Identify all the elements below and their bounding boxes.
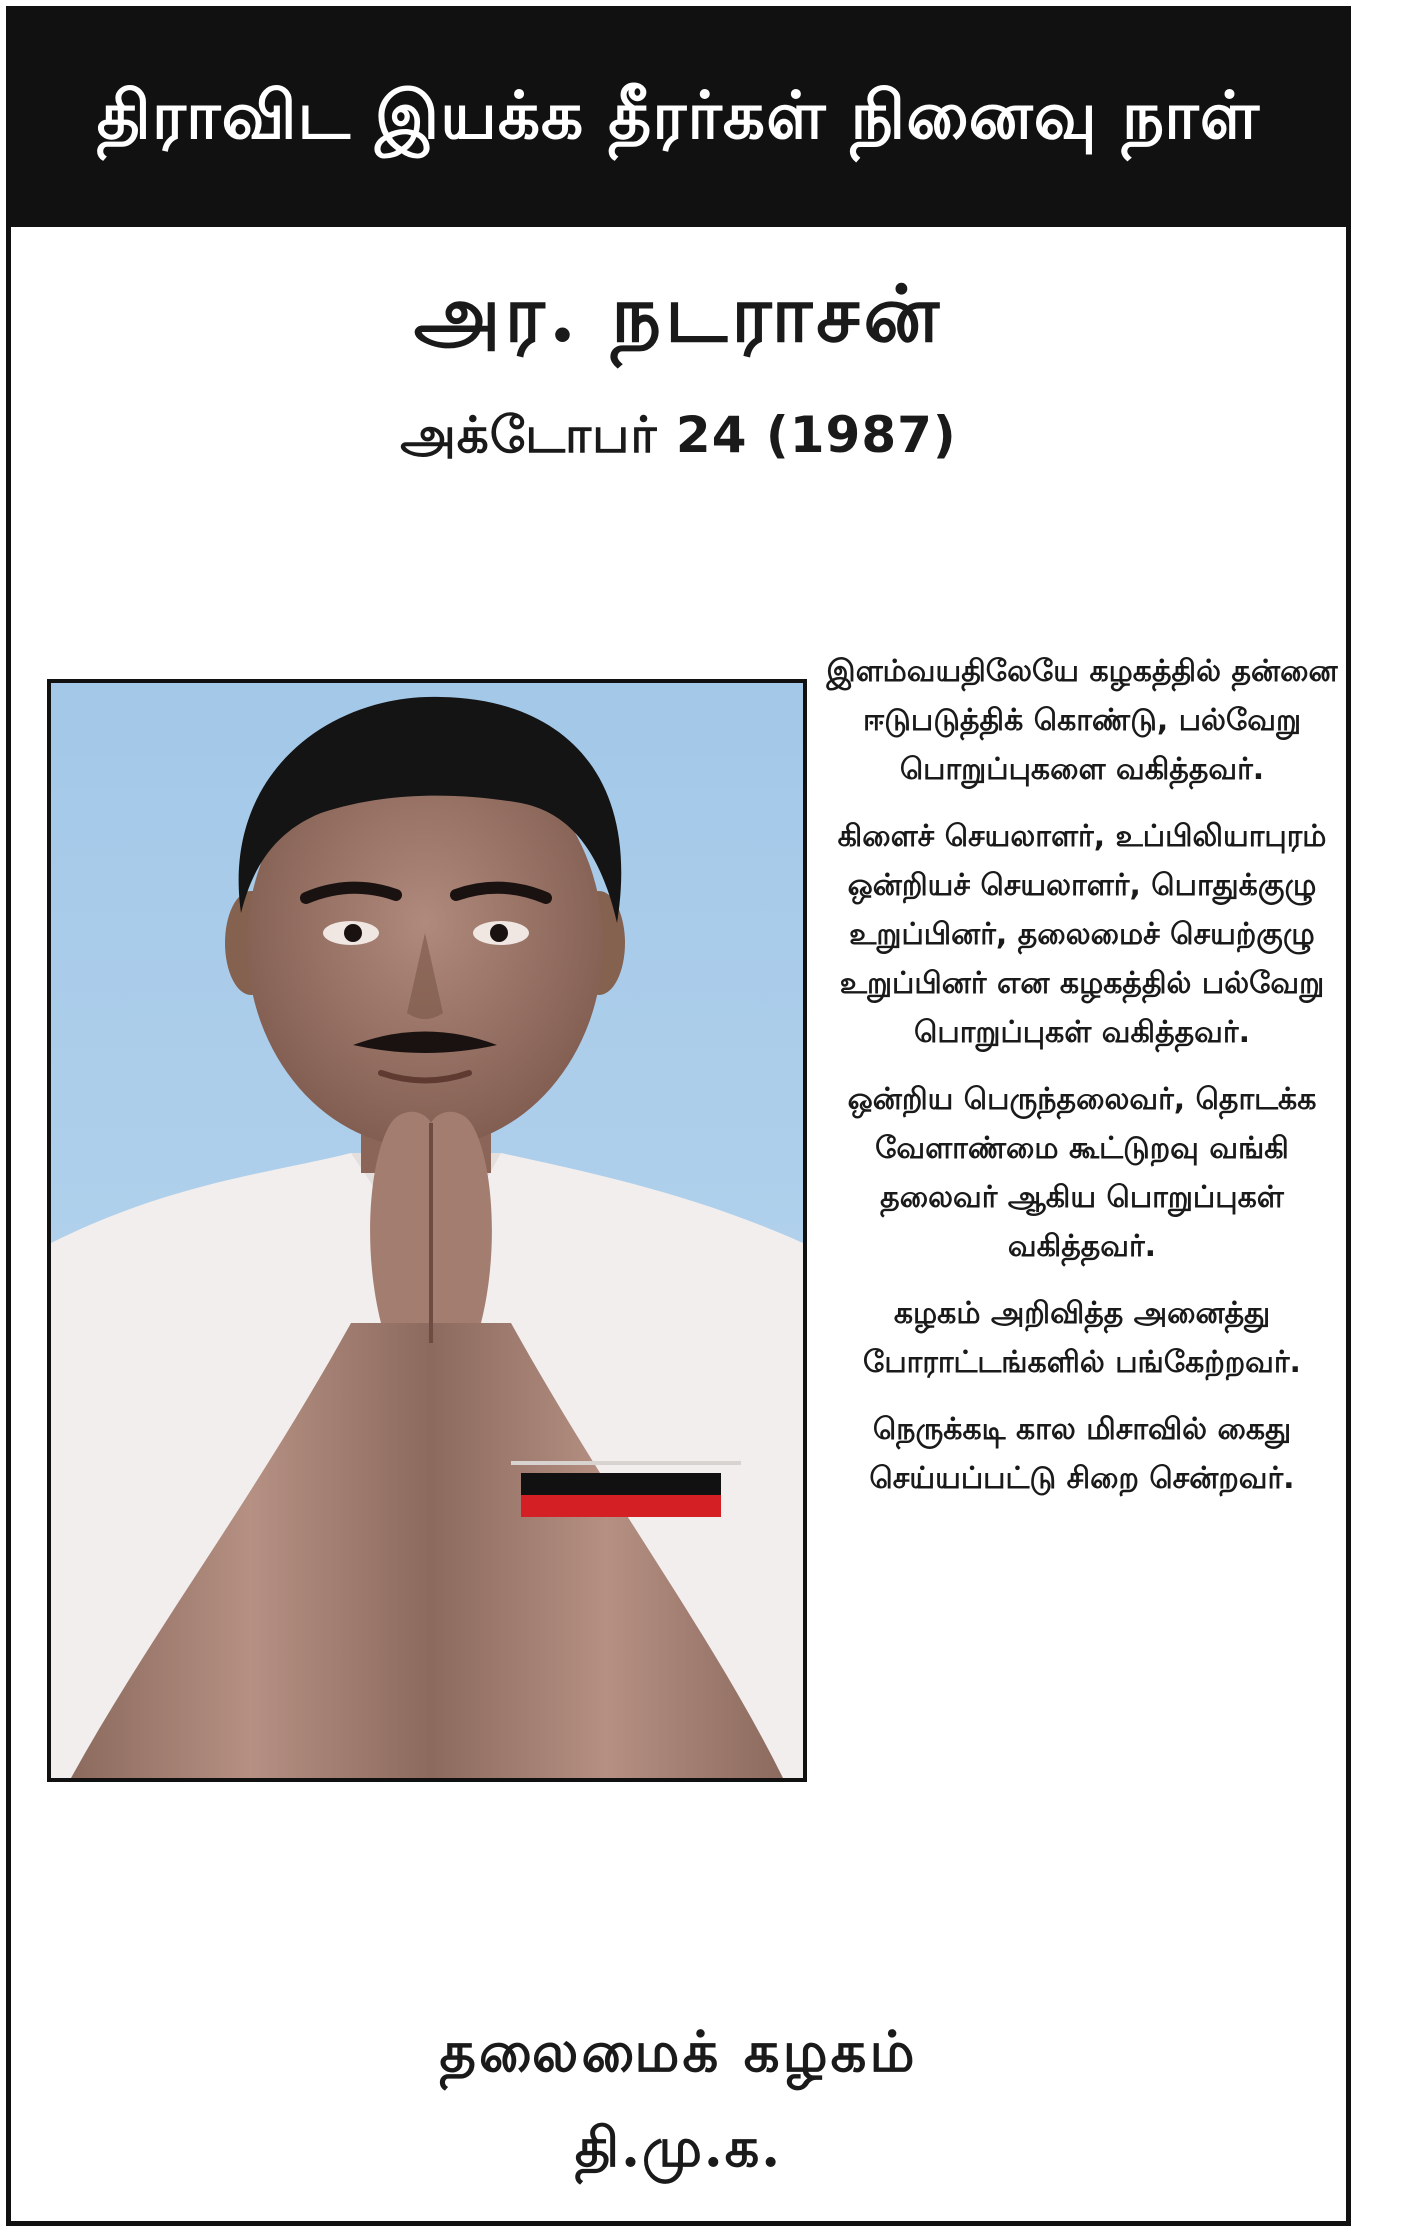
title-banner [11,11,1346,227]
bio-paragraph: நெருக்கடி கால மிசாவில் கைது செய்யப்பட்டு சிறை சென்றவர். [869,1412,1295,1496]
bio-paragraph: கழகம் அறிவித்த அனைத்து போராட்டங்களில் பங்கேற்றவர். [863,1296,1301,1380]
memorial-date: அக்டோபர் 24 (1987) [400,406,957,464]
portrait-illustration [51,683,803,1778]
memorial-poster [6,6,1351,2226]
footer-party-name: தி.மு.க. [574,2115,783,2179]
footer-organization: தலைமைக் கழகம் [439,2019,918,2085]
person-name: அர. நடராசன் [413,269,944,360]
biography [817,647,1347,1521]
portrait-photo-icon [47,679,807,1782]
banner-title: திராவிட இயக்க தீரர்கள் நினைவு நாள் [96,75,1261,154]
bio-paragraph: கிளைச் செயலாளர், உப்பிலியாபுரம் ஒன்றியச் செயலாளர், பொதுக்குழு உறுப்பினர், தலைமைச் செயற்குழு உறுப்பினர் என கழகத்தில் பல்வேறு பொறுப்புகள் வகித்தவர். [837,819,1327,1050]
bio-paragraph: ஒன்றிய பெருந்தலைவர், தொடக்க வேளாண்மை கூட்டுறவு வங்கி தலைவர் ஆகிய பொறுப்புகள் வகித்தவர். [847,1082,1317,1264]
bio-paragraph: இளம்வயதிலேயே கழகத்தில் தன்னை ஈடுபடுத்திக் கொண்டு, பல்வேறு பொறுப்புகளை வகித்தவர். [826,654,1338,787]
